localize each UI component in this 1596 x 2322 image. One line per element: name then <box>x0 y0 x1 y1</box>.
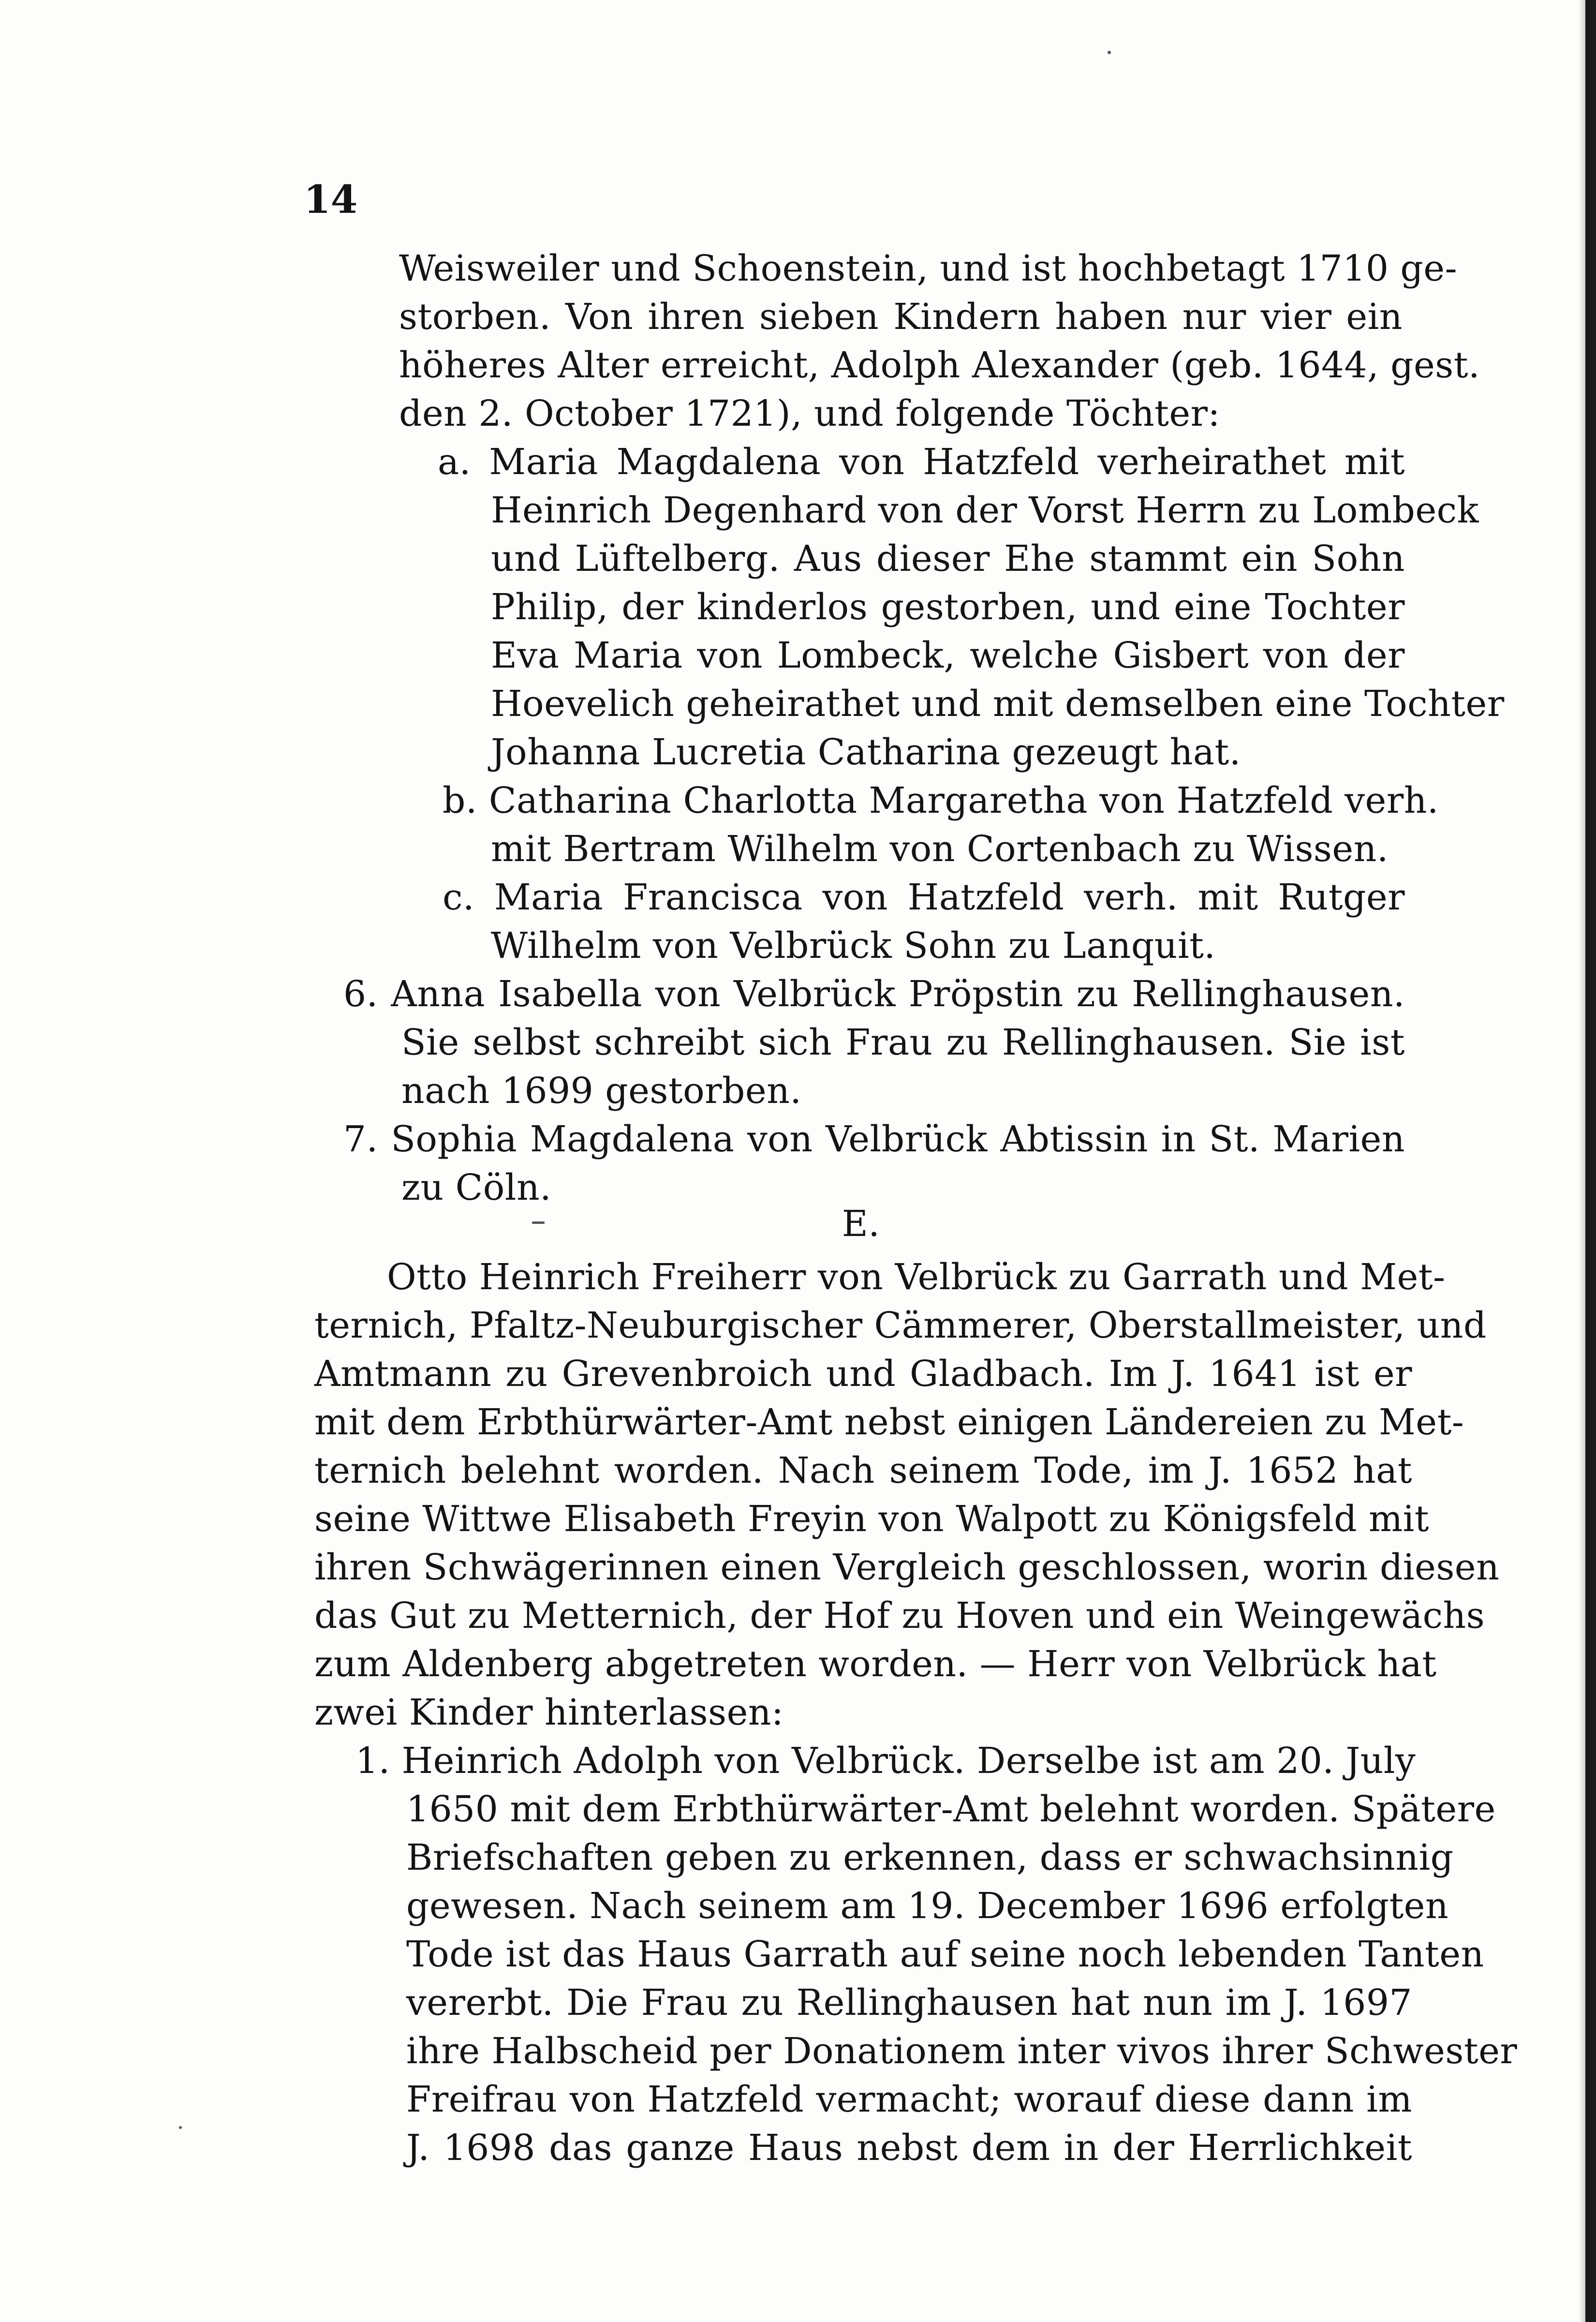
text-line: Philip, der kinderlos gestorben, und eine Tochter <box>491 586 1405 628</box>
text-line: den 2. October 1721), und folgende Töchter: <box>399 393 1220 434</box>
page-number: 14 <box>304 177 358 222</box>
text-line: a. Maria Magdalena von Hatzfeld verheirathet mit <box>438 441 1405 483</box>
text-line: Heinrich Degenhard von der Vorst Herrn zu Lombeck <box>491 490 1479 531</box>
text-line: mit dem Erbthürwärter-Amt nebst einigen Ländereien zu Met- <box>314 1401 1464 1443</box>
scan-speck <box>532 1221 545 1224</box>
text-line: Otto Heinrich Freiherr von Velbrück zu Garrath und Met- <box>387 1256 1446 1298</box>
text-line: und Lüftelberg. Aus dieser Ehe stammt ein Sohn <box>491 538 1405 580</box>
text-line: vererbt. Die Frau zu Rellinghausen hat nun im J. 1697 <box>406 1982 1412 2024</box>
text-line: 1650 mit dem Erbthürwärter-Amt belehnt worden. Spätere <box>406 1788 1496 1830</box>
text-line: nach 1699 gestorben. <box>401 1070 802 1112</box>
text-line: mit Bertram Wilhelm von Cortenbach zu Wissen. <box>491 828 1389 870</box>
text-line: Hoevelich geheirathet und mit demselben eine Tochter <box>491 683 1505 725</box>
text-line: ternich, Pfaltz-Neuburgischer Cämmerer, Oberstallmeister, und <box>314 1305 1487 1346</box>
text-line: 7. Sophia Magdalena von Velbrück Abtissin in St. Marien <box>343 1118 1405 1160</box>
text-line: b. Catharina Charlotta Margaretha von Hatzfeld verh. <box>443 780 1439 821</box>
text-line: Wilhelm von Velbrück Sohn zu Lanquit. <box>491 925 1216 967</box>
text-line: gewesen. Nach seinem am 19. December 1696 erfolgten <box>406 1885 1449 1927</box>
text-line: storben. Von ihren sieben Kindern haben nur vier ein <box>399 296 1403 338</box>
text-line: Briefschaften geben zu erkennen, dass er schwachsinnig <box>406 1837 1454 1878</box>
scan-speck <box>179 2126 182 2129</box>
text-line: zum Aldenberg abgetreten worden. — Herr von Velbrück hat <box>314 1643 1437 1685</box>
binding-shadow <box>1579 0 1585 2322</box>
text-line: das Gut zu Metternich, der Hof zu Hoven und ein Weingewächs <box>314 1595 1485 1637</box>
text-line: Tode ist das Haus Garrath auf seine noch lebenden Tanten <box>406 1934 1484 1975</box>
text-line: seine Wittwe Elisabeth Freyin von Walpott zu Königsfeld mit <box>314 1498 1430 1540</box>
binding-edge <box>1585 0 1596 2322</box>
text-line: J. 1698 das ganze Haus nebst dem in der Herrlichkeit <box>406 2127 1412 2169</box>
text-line: zu Cöln. <box>401 1167 552 1208</box>
text-line: 1. Heinrich Adolph von Velbrück. Derselbe ist am 20. July <box>355 1740 1416 1782</box>
scan-speck <box>1108 51 1111 54</box>
text-line: c. Maria Francisca von Hatzfeld verh. mit Rutger <box>443 877 1405 918</box>
text-line: ihre Halbscheid per Donationem inter vivos ihrer Schwester <box>406 2030 1518 2072</box>
text-line: Freifrau von Hatzfeld vermacht; worauf diese dann im <box>406 2079 1412 2120</box>
text-line: ternich belehnt worden. Nach seinem Tode, im J. 1652 hat <box>314 1450 1412 1491</box>
text-line: zwei Kinder hinterlassen: <box>314 1692 784 1733</box>
text-line: Amtmann zu Grevenbroich und Gladbach. Im J. 1641 ist er <box>314 1353 1412 1395</box>
text-line: Weisweiler und Schoenstein, und ist hochbetagt 1710 ge- <box>399 248 1458 289</box>
text-line: ihren Schwägerinnen einen Vergleich geschlossen, worin diesen <box>314 1547 1500 1588</box>
section-heading: E. <box>842 1203 880 1245</box>
text-line: 6. Anna Isabella von Velbrück Pröpstin zu Rellinghausen. <box>343 973 1405 1015</box>
text-line: Johanna Lucretia Catharina gezeugt hat. <box>491 731 1241 773</box>
text-line: Eva Maria von Lombeck, welche Gisbert von der <box>491 635 1405 676</box>
text-line: Sie selbst schreibt sich Frau zu Rellinghausen. Sie ist <box>401 1022 1405 1063</box>
text-line: höheres Alter erreicht, Adolph Alexander (geb. 1644, gest. <box>399 344 1480 386</box>
